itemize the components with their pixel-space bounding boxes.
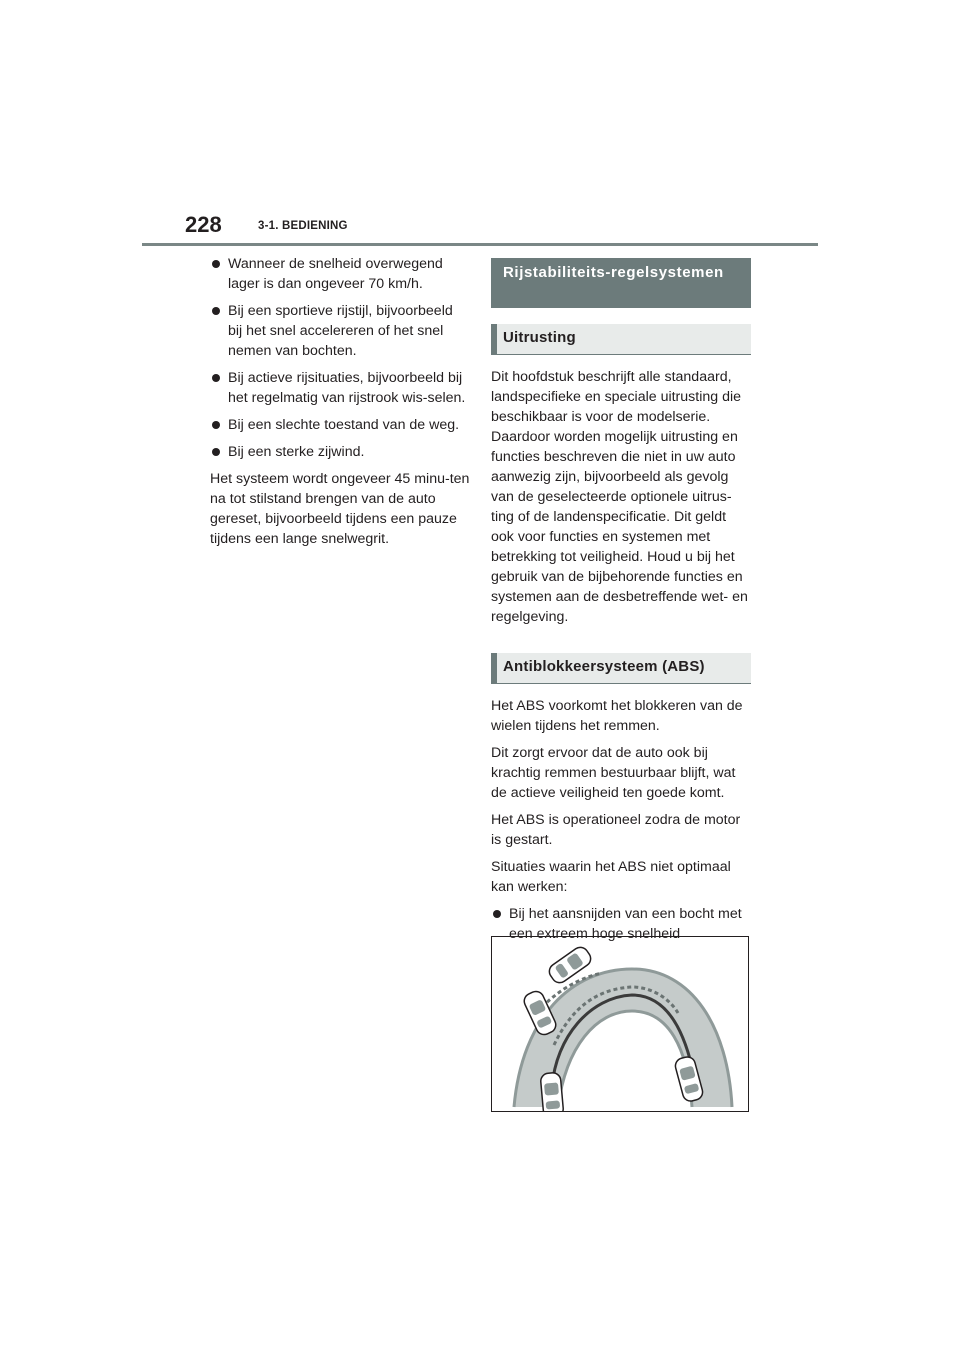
bullet-text: Bij actieve rijsituaties, bijvoorbeeld bij het regelmatig van rijstrook wis-selen. xyxy=(228,370,466,406)
abs-paragraph: Dit zorgt ervoor dat de auto ook bij krachtig remmen bestuurbaar blijft, wat de actieve veiligheid ten goede komt. xyxy=(491,745,736,801)
abs-curve-illustration xyxy=(491,936,749,1112)
bullet-dot-icon xyxy=(212,260,220,268)
reset-paragraph: Het systeem wordt ongeveer 45 minu-ten na tot stilstand brengen van de auto gereset, bijvoorbeeld tijdens een pauze tijdens een lange snelwegrit. xyxy=(210,471,470,547)
bullet-dot-icon xyxy=(212,448,220,456)
bullet-item xyxy=(210,442,470,462)
bullet-dot-icon xyxy=(493,910,501,918)
bullet-dot-icon xyxy=(212,421,220,429)
header-rule xyxy=(142,243,818,246)
left-column xyxy=(210,254,470,556)
heading-abs: Antiblokkeersysteem (ABS) xyxy=(491,653,751,684)
page-number: 228 xyxy=(185,212,222,237)
bullet-text: Bij een sportieve rijstijl, bijvoorbeeld bij het snel accelereren of het snel nemen van bochten. xyxy=(228,303,453,359)
main-heading: Rijstabiliteits-regelsystemen xyxy=(491,258,751,308)
bullet-dot-icon xyxy=(212,307,220,315)
section-title: 3-1. BEDIENING xyxy=(258,220,348,232)
abs-paragraph: Situaties waarin het ABS niet optimaal kan werken: xyxy=(491,859,731,895)
bullet-dot-icon xyxy=(212,374,220,382)
bullet-item xyxy=(210,415,470,435)
curve-road-graphic xyxy=(492,937,748,1111)
bullet-text: Bij een sterke zijwind. xyxy=(228,444,365,460)
uitrusting-paragraph: Dit hoofdstuk beschrijft alle standaard, landspecifieke en speciale uitrusting die beschikbaar is voor de modelserie. Daardoor worden mogelijk uitrusting en functies beschreven die niet in uw auto aanwezig zijn, bijvoorbeeld als gevolg van de geselecteerde optionele uitrus-ting of de landenspecificatie. Dit geldt ook voor functies en systemen met betrekking tot veiligheid. Houd u bij het gebruik van de bijbehorende functies en systemen aan de desbetreffende wet- en regelgeving. xyxy=(491,369,748,625)
bullet-item xyxy=(210,368,470,408)
right-column xyxy=(491,258,751,951)
car-start-icon xyxy=(540,1072,564,1111)
bullet-text: Bij een slechte toestand van de weg. xyxy=(228,417,460,433)
abs-paragraph: Het ABS voorkomt het blokkeren van de wielen tijdens het remmen. xyxy=(491,698,743,734)
heading-uitrusting: Uitrusting xyxy=(491,324,751,355)
bullet-text: Bij het aansnijden van een bocht met een extreem hoge snelheid xyxy=(509,906,742,942)
bullet-item xyxy=(210,254,470,294)
abs-paragraph: Het ABS is operationeel zodra de motor is gestart. xyxy=(491,812,741,848)
bullet-text: Wanneer de snelheid overwegend lager is dan ongeveer 70 km/h. xyxy=(228,256,443,292)
bullet-item xyxy=(210,301,470,361)
